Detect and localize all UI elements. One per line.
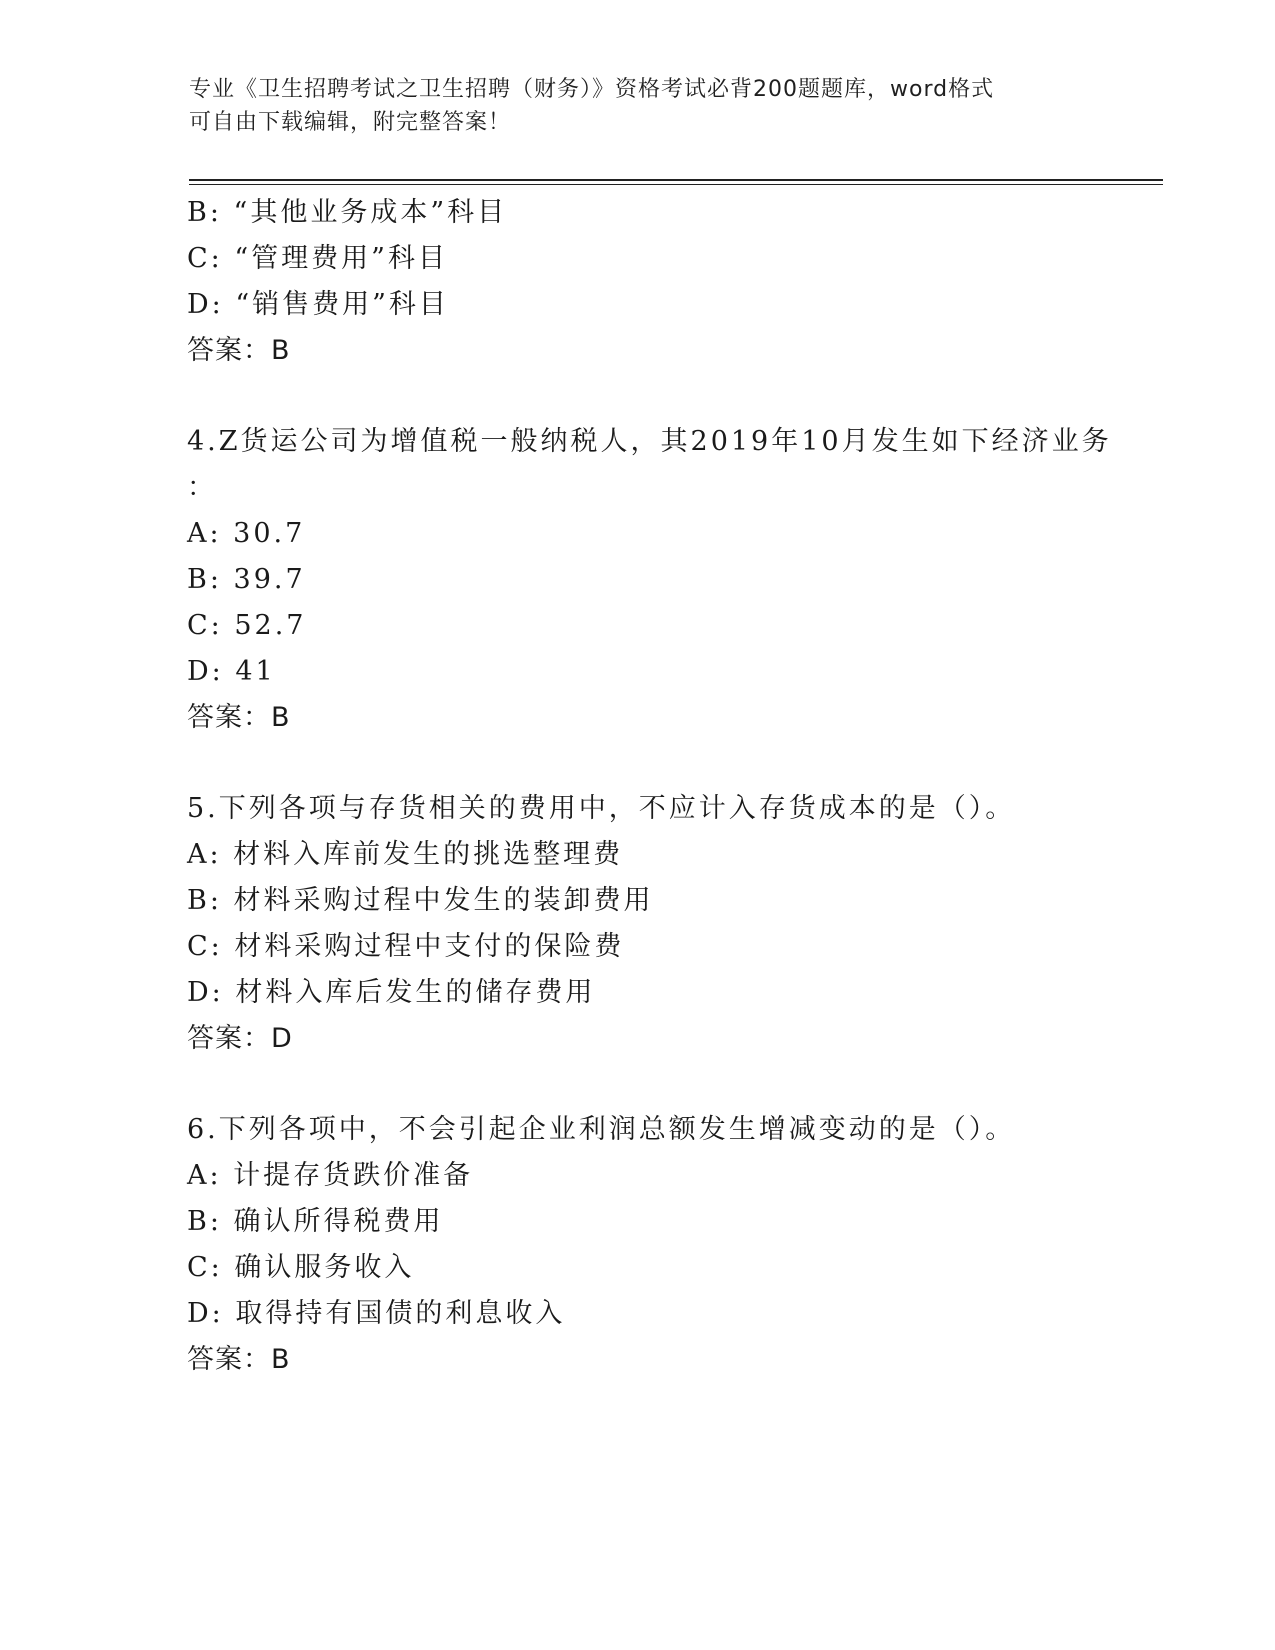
question-6-option-a: A: 计提存货跌价准备 <box>187 1160 474 1191</box>
header-divider-thin <box>189 184 1163 185</box>
question-4-option-a: A: 30.7 <box>187 518 306 549</box>
question-3-block <box>187 190 1147 374</box>
question-4-answer: 答案：B <box>187 702 291 733</box>
question-4-text-continued: ： <box>187 472 217 503</box>
question-3-option-b: B: “其他业务成本”科目 <box>187 197 508 228</box>
spacer <box>187 1062 1147 1107</box>
document-header <box>189 73 1089 139</box>
question-5-answer: 答案：D <box>187 1023 293 1054</box>
question-3-option-c: C: “管理费用”科目 <box>187 243 448 274</box>
question-5-block <box>187 786 1147 1062</box>
question-6-option-c: C: 确认服务收入 <box>187 1252 415 1283</box>
question-3-answer: 答案：B <box>187 335 291 366</box>
question-5-option-b: B: 材料采购过程中发生的装卸费用 <box>187 885 654 916</box>
question-4-option-b: B: 39.7 <box>187 564 306 595</box>
question-6-option-d: D: 取得持有国债的利息收入 <box>187 1298 566 1329</box>
spacer <box>187 741 1147 786</box>
question-6-block <box>187 1107 1147 1383</box>
header-title-line-2: 可自由下载编辑，附完整答案！ <box>189 110 512 135</box>
question-5-option-c: C: 材料采购过程中支付的保险费 <box>187 931 625 962</box>
question-list <box>187 190 1147 1383</box>
question-4-option-d: D: 41 <box>187 656 276 687</box>
question-6-option-b: B: 确认所得税费用 <box>187 1206 444 1237</box>
question-5-option-d: D: 材料入库后发生的储存费用 <box>187 977 596 1008</box>
header-divider-thick <box>189 179 1163 181</box>
question-6-text: 6.下列各项中，不会引起企业利润总额发生增减变动的是（）。 <box>187 1114 1016 1145</box>
question-4-text: 4.Z货运公司为增值税一般纳税人，其2019年10月发生如下经济业务 <box>187 426 1112 457</box>
spacer <box>187 374 1147 419</box>
question-3-option-d: D: “销售费用”科目 <box>187 289 449 320</box>
header-title-line-1: 专业《卫生招聘考试之卫生招聘（财务）》资格考试必背200题题库，word格式 <box>189 77 995 102</box>
question-4-option-c: C: 52.7 <box>187 610 307 641</box>
question-5-text: 5.下列各项与存货相关的费用中，不应计入存货成本的是（）。 <box>187 793 1016 824</box>
question-4-block <box>187 419 1147 741</box>
question-6-answer: 答案：B <box>187 1344 291 1375</box>
question-5-option-a: A: 材料入库前发生的挑选整理费 <box>187 839 624 870</box>
